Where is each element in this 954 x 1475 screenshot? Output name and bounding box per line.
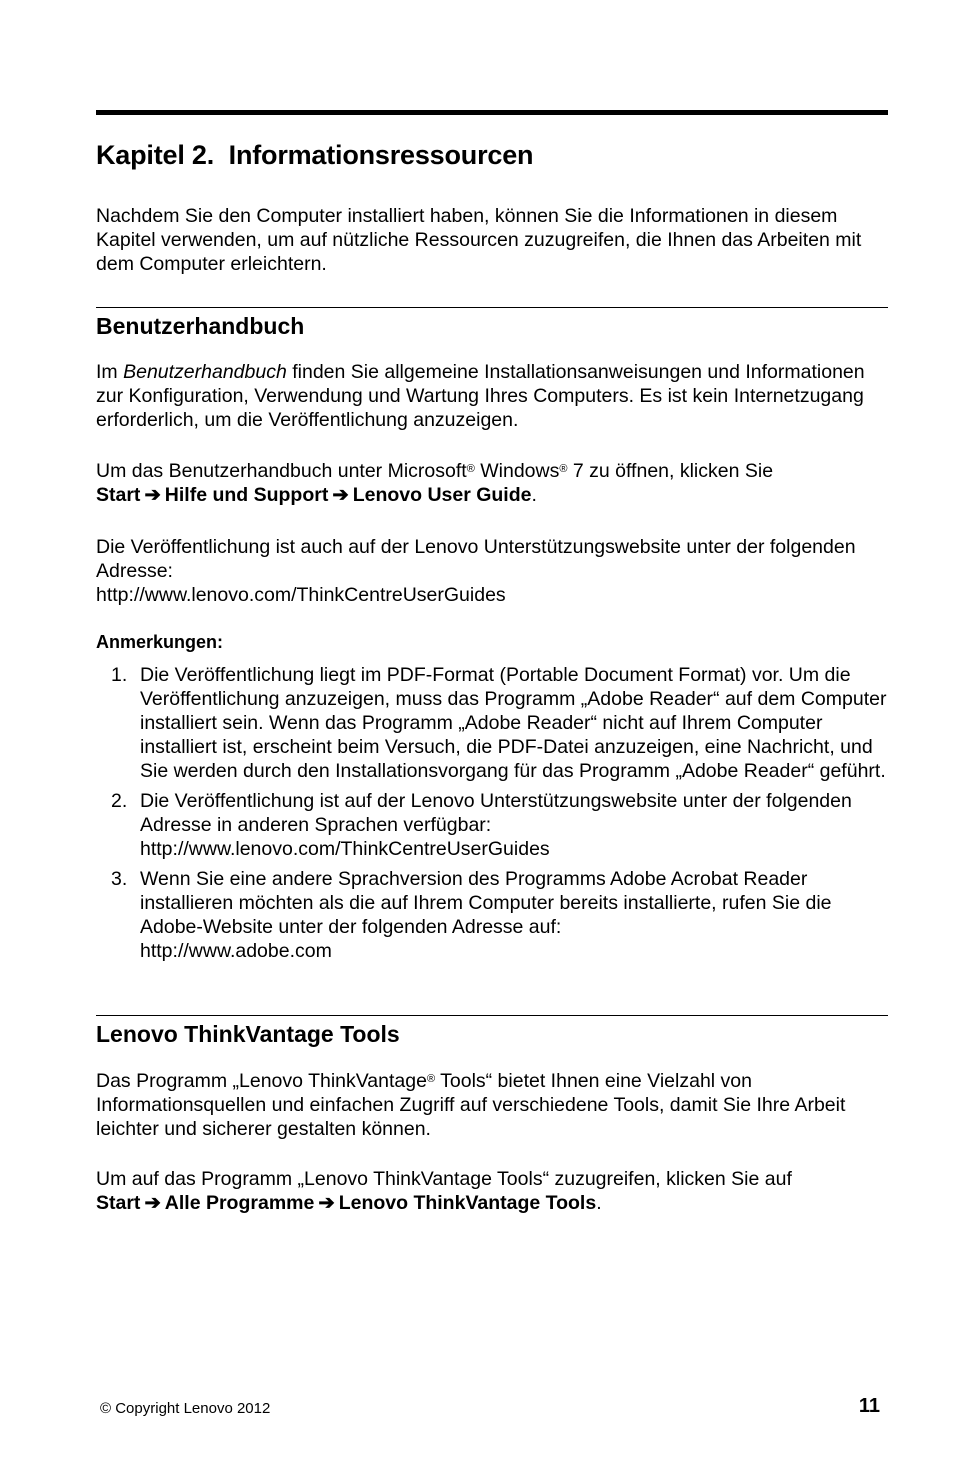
period: . [531, 484, 537, 506]
thinkvantage-p1 [96, 1069, 888, 1141]
tv-p1-part2: Tools“ bietet Ihnen eine Vielzahl von Informationsquellen und einfachen Zugriff auf verschiedene Tools, damit Sie Ihre Arbeit leichter und sicherer gestalten können. [96, 1070, 846, 1140]
arrow-icon: ➔ [318, 1192, 335, 1214]
note-text: Die Veröffentlichung liegt im PDF-Format (Portable Document Format) vor. Um die Veröffentlichung anzuzeigen, muss das Programm „Adobe Reader“ auf dem Computer installiert sein. Wenn das Programm „Adobe Reader“ nicht auf Ihrem Computer installiert ist, erscheint beim Versuch, die PDF-Datei anzuzeigen, eine Nachricht, und Sie werden durch den Installationsvorgang für das Programm „Adobe Reader“ geführt. [140, 664, 887, 782]
arrow-icon: ➔ [144, 1192, 161, 1214]
chapter-intro [96, 204, 888, 276]
p1-italic-title: Benutzerhandbuch [123, 361, 287, 383]
chapter-top-rule [96, 110, 888, 115]
note-number: 3. [111, 868, 128, 890]
registered-mark: ® [466, 463, 475, 475]
footer-copyright: © Copyright Lenovo 2012 [100, 1400, 271, 1417]
period: . [596, 1192, 602, 1214]
note-number: 2. [111, 790, 128, 812]
arrow-icon: ➔ [144, 484, 161, 506]
tv-p1-part1: Das Programm „Lenovo ThinkVantage [96, 1070, 427, 1092]
thinkvantage-paragraph-1 [96, 1069, 888, 1141]
note-item [96, 663, 888, 783]
note-item [96, 789, 888, 861]
p1-prefix: Im [96, 361, 124, 383]
menu-path-start: Start [96, 484, 141, 506]
notes-list [96, 663, 888, 969]
p2-part1: Um das Benutzerhandbuch unter Microsoft [96, 460, 467, 482]
p3-text: Die Veröffentlichung ist auch auf der Lenovo Unterstützungswebsite unter der folgenden Adresse: [96, 536, 856, 582]
section-title-benutzerhandbuch: Benutzerhandbuch [96, 313, 305, 339]
p1-suffix: finden Sie allgemeine Installationsanweisungen und Informationen zur Konfiguration, Verwendung und Wartung Ihres Computers. Es ist kein Internetzugang erforderlich, um die Veröffentlichung anzuzeigen. [96, 361, 865, 431]
section-rule-thinkvantage [96, 1015, 888, 1016]
menu-path-user-guide: Lenovo User Guide [352, 484, 532, 506]
note-text: Die Veröffentlichung ist auf der Lenovo Unterstützungswebsite unter der folgenden Adresse in anderen Sprachen verfügbar: [140, 790, 852, 836]
note-number: 1. [111, 664, 128, 686]
menu-path-hilfe: Hilfe und Support [164, 484, 329, 506]
benutzerhandbuch-paragraph-2 [96, 459, 888, 507]
menu-path-alle-programme: Alle Programme [164, 1192, 315, 1214]
benutzerhandbuch-paragraph-1 [96, 360, 888, 432]
registered-mark: ® [559, 463, 568, 475]
chapter-intro-text: Nachdem Sie den Computer installiert haben, können Sie die Informationen in diesem Kapitel verwenden, um auf nützliche Ressourcen zuzugreifen, die Ihnen das Arbeiten mit dem Computer erleichtern. [96, 205, 862, 275]
menu-path-thinkvantage-tools: Lenovo ThinkVantage Tools [338, 1192, 597, 1214]
menu-path-start: Start [96, 1192, 141, 1214]
note-url-link[interactable]: http://www.adobe.com [140, 940, 332, 962]
benutzerhandbuch-p3 [96, 535, 888, 607]
p2-part2: Windows [474, 460, 560, 482]
note-item [96, 867, 888, 963]
section-rule-benutzerhandbuch [96, 307, 888, 308]
footer-page-number: 11 [858, 1395, 880, 1417]
thinkvantage-p2 [96, 1167, 888, 1215]
registered-mark: ® [426, 1073, 436, 1085]
tv-p2-text: Um auf das Programm „Lenovo ThinkVantage Tools“ zuzugreifen, klicken Sie auf [96, 1168, 792, 1190]
note-url-link[interactable]: http://www.lenovo.com/ThinkCentreUserGuides [140, 838, 550, 860]
p2-part3: 7 zu öffnen, klicken Sie [567, 460, 774, 482]
benutzerhandbuch-p1 [96, 360, 888, 432]
note-text: Wenn Sie eine andere Sprachversion des Programms Adobe Acrobat Reader installieren möchten als die auf Ihrem Computer bereits installierte, rufen Sie die Adobe-Website unter der folgenden Adresse auf: [140, 868, 832, 938]
section-title-thinkvantage: Lenovo ThinkVantage Tools [96, 1021, 400, 1047]
benutzerhandbuch-paragraph-3 [96, 535, 888, 607]
thinkvantage-paragraph-2 [96, 1167, 888, 1215]
benutzerhandbuch-p2 [96, 459, 888, 507]
notes-heading: Anmerkungen: [96, 632, 224, 652]
arrow-icon: ➔ [332, 484, 349, 506]
p3-url-link[interactable]: http://www.lenovo.com/ThinkCentreUserGuides [96, 584, 506, 606]
chapter-title: Kapitel 2. Informationsressourcen [96, 140, 534, 170]
